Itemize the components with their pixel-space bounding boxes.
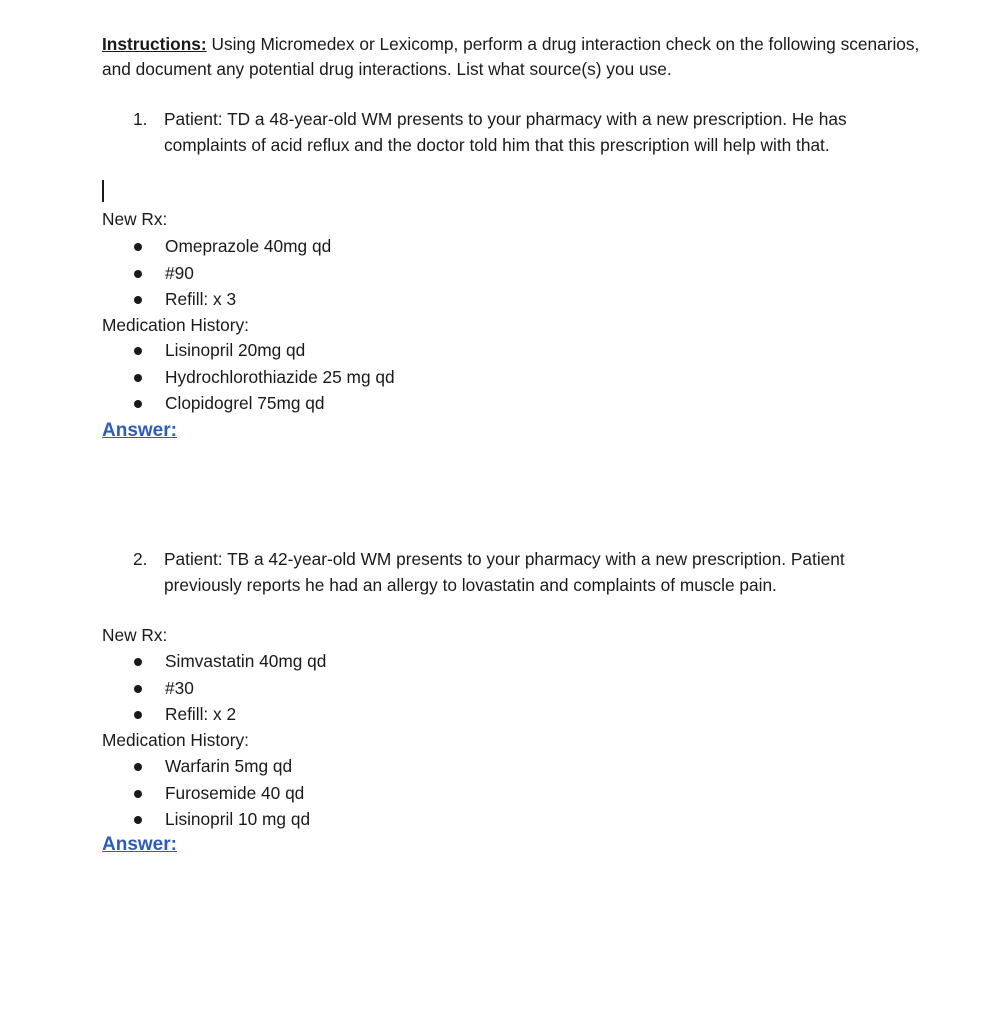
new-rx-label: New Rx: [102,209,168,229]
bullet-icon [134,374,142,382]
bullet-icon [134,400,142,408]
list-item: Lisinopril 20mg qd [102,337,395,364]
new-rx-list [102,233,331,313]
list-item: Hydrochlorothiazide 25 mg qd [102,364,395,391]
bullet-icon [134,270,142,278]
new-rx-list [102,648,326,728]
instructions-paragraph [102,32,922,82]
scenario-patient-text: Patient: TD a 48-year-old WM presents to your pharmacy with a new prescription. He has complaints of acid reflux and the doctor told him that this prescription will help with that. [164,109,847,155]
instructions-label: Instructions: [102,34,207,54]
bullet-icon [134,711,142,719]
bullet-icon [134,347,142,355]
list-item: #90 [102,260,331,287]
answer-label: Answer: [102,420,177,441]
bullet-icon [134,763,142,771]
list-item: Refill: x 2 [102,701,326,728]
list-item: Omeprazole 40mg qd [102,233,331,260]
scenario-2 [133,546,923,598]
text-cursor [102,180,104,202]
list-item: Lisinopril 10 mg qd [102,806,310,833]
scenario-number: 2. [133,549,148,569]
scenario-number: 1. [133,109,148,129]
list-item: Furosemide 40 qd [102,780,310,807]
instructions-text: Using Micromedex or Lexicomp, perform a drug interaction check on the following scenarios, and document any potential drug interactions. List what source(s) you use. [102,34,920,79]
new-rx-label: New Rx: [102,625,168,645]
bullet-icon [134,685,142,693]
scenario-patient-text: Patient: TB a 42-year-old WM presents to your pharmacy with a new prescription. Patient previously reports he had an allergy to lovastatin and complaints of muscle pain. [164,549,845,595]
scenario-1 [133,106,923,158]
bullet-icon [134,243,142,251]
medication-history-list [102,753,310,833]
medication-history-label: Medication History: [102,315,249,335]
list-item: #30 [102,675,326,702]
bullet-icon [134,296,142,304]
list-item: Clopidogrel 75mg qd [102,390,395,417]
list-item: Warfarin 5mg qd [102,753,310,780]
bullet-icon [134,658,142,666]
list-item: Refill: x 3 [102,286,331,313]
answer-label: Answer: [102,834,177,855]
list-item: Simvastatin 40mg qd [102,648,326,675]
medication-history-label: Medication History: [102,730,249,750]
bullet-icon [134,790,142,798]
bullet-icon [134,816,142,824]
medication-history-list [102,337,395,417]
